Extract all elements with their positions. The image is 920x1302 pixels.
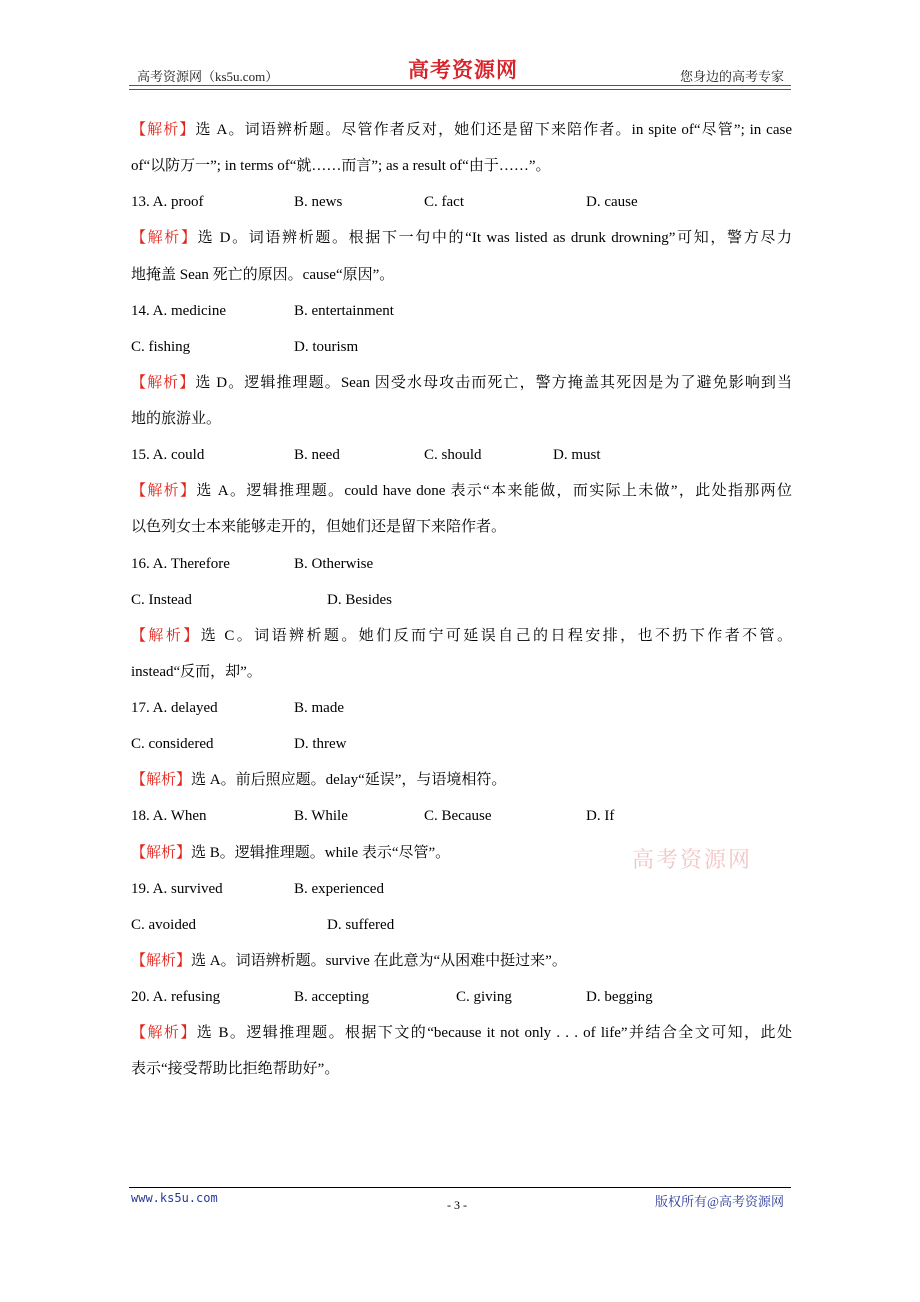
header-logo: 高考资源网 [408,58,518,82]
line-text: of“以防万一”; in terms of“就……而言”; as a result of“由于……”。 [131,158,551,175]
option: C. giving [456,989,512,1006]
option: B. made [294,700,344,717]
option: C. fishing [131,338,191,355]
option: C. considered [131,736,214,753]
option: D. Besides [327,591,392,608]
analysis-tag: 【解析】 [131,230,198,247]
line-text: 选 A。词语辨析题。survive 在此意为“从困难中挺过来”。 [191,952,567,969]
line-text: 选 C。词语辨析题。她们反而宁可延误自己的日程安排，也不扔下作者不管。 [200,627,792,644]
option: 16. A. Therefore [131,555,230,572]
option: C. avoided [131,916,196,933]
option: D. must [553,447,601,464]
option: C. should [424,447,482,464]
analysis-tag: 【解析】 [131,1025,197,1042]
header-right: 您身边的高考专家 [679,69,784,84]
analysis-line [131,120,792,140]
line-text: 以色列女士本来能够走开的，但她们还是留下来陪作者。 [131,519,507,536]
analysis-tag: 【解析】 [131,483,197,500]
text-line [131,409,792,429]
option: B. entertainment [294,302,394,319]
line-text: 选 A。逻辑推理题。could have done 表示“本来能做，而实际上未做”，此处指那两位 [196,483,792,500]
option: D. cause [586,194,638,211]
header-left: 高考资源网（ks5u.com） [137,69,279,84]
line-text: instead“反而，却”。 [131,663,262,680]
text-line [131,1059,792,1079]
analysis-tag: 【解析】 [131,627,201,644]
line-text: 地的旅游业。 [131,411,222,428]
line-text: 选 A。词语辨析题。尽管作者反对，她们还是留下来陪作者。in spite of“尽管”; in case [195,122,792,138]
analysis-tag: 【解析】 [131,772,192,789]
text-line [131,662,792,682]
option: 17. A. delayed [131,700,218,717]
option: B. need [294,447,340,464]
option: 20. A. refusing [131,989,221,1006]
option: C. Because [424,808,492,825]
line-text: 地掩盖 Sean 死亡的原因。cause“原因”。 [131,266,395,283]
analysis-tag: 【解析】 [131,844,192,861]
text-line [131,517,792,537]
line-text: 选 B。逻辑推理题。根据下文的“because it not only . . . of life”并结合全文可知，此处 [196,1025,792,1042]
line-text: 选 D。词语辨析题。根据下一句中的“It was listed as drunk drowning”可知，警方尽力 [197,230,792,247]
option: D. If [586,808,615,825]
footer-rule [129,1187,791,1188]
watermark: 高考资源网 [632,847,753,872]
option: C. Instead [131,591,192,608]
option: B. While [294,808,348,825]
line-text: 选 B。逻辑推理题。while 表示“尽管”。 [191,844,451,861]
option: 13. A. proof [131,194,204,211]
option: 19. A. survived [131,880,223,897]
text-line [131,265,792,285]
analysis-tag: 【解析】 [131,952,192,969]
option: B. accepting [294,989,369,1006]
footer-link[interactable]: www.ks5u.com [131,1191,218,1205]
analysis-line [131,228,792,248]
option: 18. A. When [131,808,207,825]
option: C. fact [424,194,464,211]
analysis-tag: 【解析】 [131,374,196,391]
option: D. tourism [294,338,359,355]
option: D. begging [586,989,653,1006]
option: D. threw [294,736,347,753]
page-number: - 3 - [447,1198,467,1212]
analysis-line [131,770,792,790]
line-text: 选 A。前后照应题。delay“延误”，与语境相符。 [191,772,507,789]
line-text: 选 D。逻辑推理题。Sean 因受水母攻击而死亡，警方掩盖其死因是为了避免影响到当 [195,374,792,391]
analysis-tag: 【解析】 [131,122,196,138]
analysis-line [131,373,792,393]
option: B. experienced [294,880,384,897]
option: B. Otherwise [294,555,374,572]
text-line [131,156,792,176]
analysis-line [131,951,792,971]
option: B. news [294,194,343,211]
analysis-line [131,481,792,501]
analysis-line [131,626,792,646]
analysis-line [131,1023,792,1043]
footer-copyright: 版权所有@高考资源网 [655,1194,784,1209]
option: 15. A. could [131,447,205,464]
option: D. suffered [327,916,395,933]
option: 14. A. medicine [131,302,226,319]
line-text: 表示“接受帮助比拒绝帮助好”。 [131,1061,340,1078]
header-rule [129,85,791,90]
